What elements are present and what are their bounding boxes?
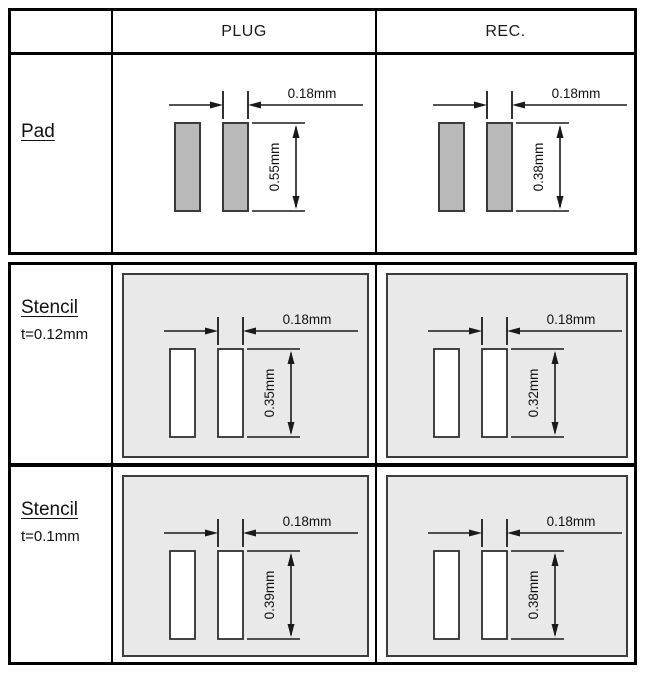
gap-dim-arrow-right-icon bbox=[205, 328, 218, 335]
pad-rectangle-right bbox=[482, 349, 507, 437]
gap-dim-arrow-left-icon bbox=[512, 102, 525, 109]
stencil-01-plug-panel bbox=[122, 475, 369, 657]
gap-dim-arrow-left-icon bbox=[248, 102, 261, 109]
height-dimension-label: 0.32mm bbox=[526, 368, 541, 418]
pad-rectangle-right bbox=[482, 551, 507, 639]
stencil-012-row-label: Stencil bbox=[21, 297, 79, 318]
gap-dimension-label: 0.18mm bbox=[287, 86, 337, 101]
pad-rectangle-right bbox=[487, 123, 512, 211]
pad-plug-cell bbox=[111, 55, 375, 252]
pad-row-label-cell bbox=[11, 55, 111, 252]
gap-dim-arrow-right-icon bbox=[205, 530, 218, 537]
height-dim-arrow-down-icon bbox=[288, 422, 295, 435]
pad-table bbox=[8, 8, 637, 255]
stencil-01-rec-panel bbox=[386, 475, 628, 657]
stencil-01-thickness-label: t=0.1mm bbox=[21, 528, 80, 545]
height-dim-arrow-down-icon bbox=[557, 196, 564, 209]
height-dim-arrow-down-icon bbox=[288, 624, 295, 637]
pad-rec-diagram bbox=[383, 61, 633, 241]
pad-rectangle-right bbox=[218, 551, 243, 639]
gap-dimension-label: 0.18mm bbox=[546, 312, 596, 327]
gap-dimension-label: 0.18mm bbox=[282, 312, 332, 327]
pad-rectangle-right bbox=[223, 123, 248, 211]
pad-plug-diagram bbox=[119, 61, 369, 241]
stencil-012-label-cell bbox=[11, 265, 111, 463]
pad-rectangle-left bbox=[170, 551, 195, 639]
stencil-01-plug-diagram bbox=[114, 489, 364, 669]
stencil-01-rec-cell bbox=[375, 467, 634, 662]
rec-column-header: REC. bbox=[485, 22, 526, 40]
height-dimension-label: 0.38mm bbox=[531, 142, 546, 192]
header-cell-plug bbox=[111, 11, 375, 52]
pad-rectangle-left bbox=[434, 551, 459, 639]
header-empty-cell bbox=[11, 11, 111, 52]
dimension-diagram bbox=[119, 61, 369, 241]
height-dim-arrow-up-icon bbox=[552, 351, 559, 364]
stencil-012-rec-panel bbox=[386, 273, 628, 458]
gap-dim-arrow-left-icon bbox=[243, 328, 256, 335]
height-dim-arrow-down-icon bbox=[552, 422, 559, 435]
stencil-012-rec-diagram bbox=[378, 287, 628, 467]
header-row bbox=[11, 11, 634, 55]
dimension-diagram bbox=[378, 489, 628, 669]
dimension-diagram bbox=[114, 287, 364, 467]
gap-dim-arrow-right-icon bbox=[469, 530, 482, 537]
dimension-diagram bbox=[378, 287, 628, 467]
stencil-01-row-label: Stencil bbox=[21, 499, 79, 520]
height-dim-arrow-up-icon bbox=[557, 125, 564, 138]
dimension-diagram bbox=[114, 489, 364, 669]
gap-dimension-label: 0.18mm bbox=[546, 514, 596, 529]
height-dim-arrow-down-icon bbox=[293, 196, 300, 209]
stencil-012-plug-panel bbox=[122, 273, 369, 458]
height-dim-arrow-down-icon bbox=[552, 624, 559, 637]
gap-dimension-label: 0.18mm bbox=[282, 514, 332, 529]
pad-rectangle-left bbox=[175, 123, 200, 211]
plug-column-header: PLUG bbox=[221, 22, 267, 40]
stencil-012-rec-cell bbox=[375, 265, 634, 463]
height-dimension-label: 0.39mm bbox=[262, 570, 277, 620]
stencil-012-plug-cell bbox=[111, 265, 375, 463]
height-dim-arrow-up-icon bbox=[293, 125, 300, 138]
stencil-01-rec-diagram bbox=[378, 489, 628, 669]
stencil-012-thickness-label: t=0.12mm bbox=[21, 326, 89, 343]
gap-dim-arrow-left-icon bbox=[507, 530, 520, 537]
pad-rec-cell bbox=[375, 55, 634, 252]
pad-row bbox=[11, 55, 634, 252]
gap-dim-arrow-right-icon bbox=[469, 328, 482, 335]
stencil-01-label-cell bbox=[11, 467, 111, 662]
height-dim-arrow-up-icon bbox=[552, 553, 559, 566]
gap-dimension-label: 0.18mm bbox=[551, 86, 601, 101]
dimension-diagram bbox=[383, 61, 633, 241]
stencil-012-plug-diagram bbox=[114, 287, 364, 467]
pad-row-label: Pad bbox=[21, 121, 55, 142]
height-dimension-label: 0.55mm bbox=[267, 142, 282, 192]
stencil-01-plug-cell bbox=[111, 467, 375, 662]
pad-rectangle-left bbox=[434, 349, 459, 437]
height-dim-arrow-up-icon bbox=[288, 351, 295, 364]
stencil-table bbox=[8, 262, 637, 665]
pad-rectangle-left bbox=[439, 123, 464, 211]
gap-dim-arrow-right-icon bbox=[474, 102, 487, 109]
height-dimension-label: 0.35mm bbox=[262, 368, 277, 418]
height-dimension-label: 0.38mm bbox=[526, 570, 541, 620]
height-dim-arrow-up-icon bbox=[288, 553, 295, 566]
pad-rectangle-left bbox=[170, 349, 195, 437]
stencil-01-row bbox=[11, 467, 634, 662]
gap-dim-arrow-left-icon bbox=[507, 328, 520, 335]
pad-rectangle-right bbox=[218, 349, 243, 437]
header-cell-rec bbox=[375, 11, 634, 52]
gap-dim-arrow-left-icon bbox=[243, 530, 256, 537]
gap-dim-arrow-right-icon bbox=[210, 102, 223, 109]
stencil-012-row bbox=[11, 265, 634, 467]
